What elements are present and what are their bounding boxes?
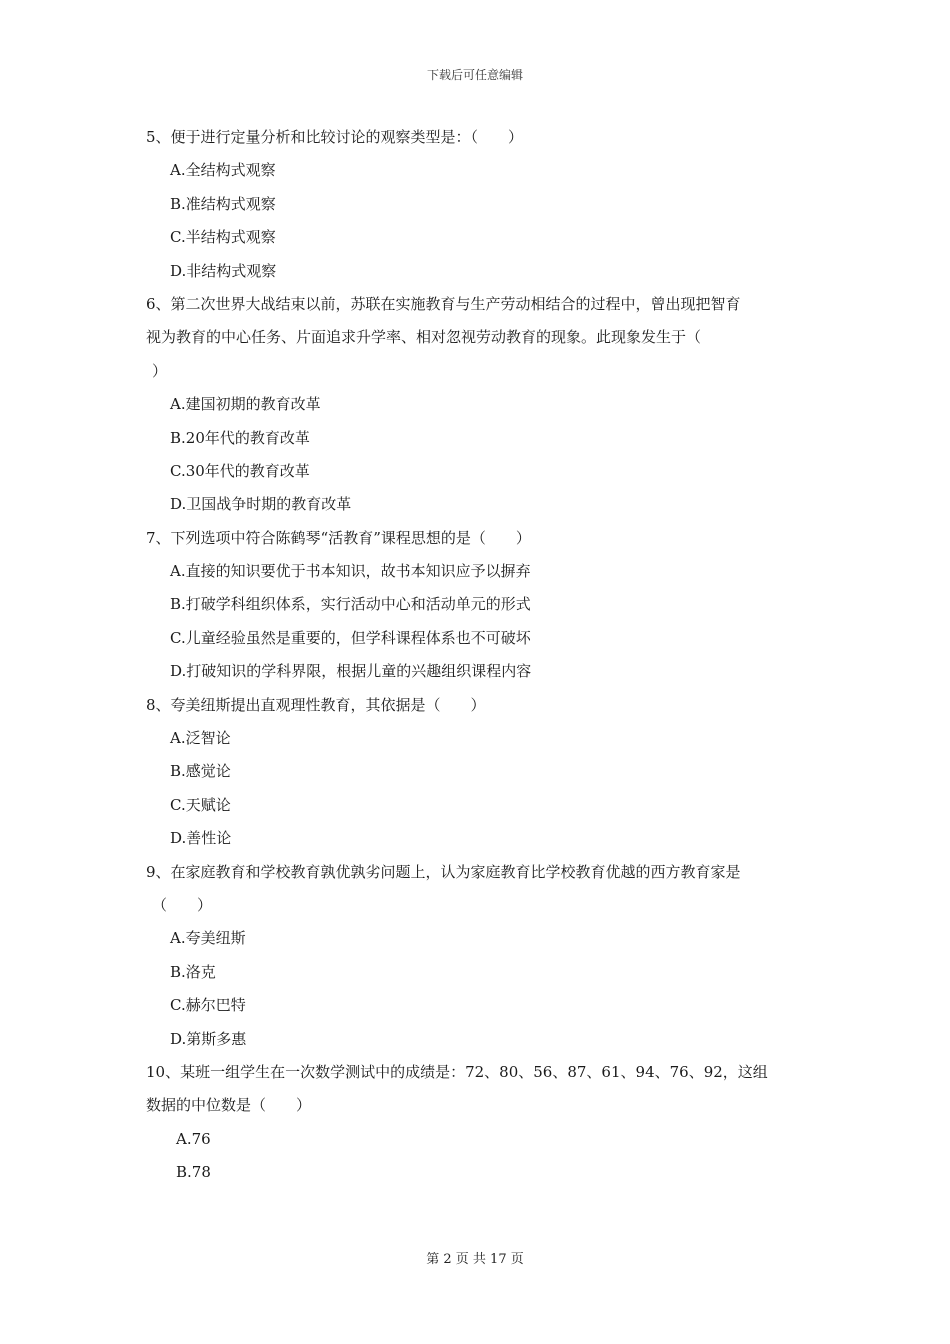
option-d: D.第斯多惠	[170, 1029, 247, 1048]
option-a: A.直接的知识要优于书本知识，故书本知识应予以摒弃	[170, 562, 531, 581]
question-6	[146, 288, 812, 522]
option-d: D.打破知识的学科界限，根据儿童的兴趣组织课程内容	[170, 662, 532, 681]
question-stem: 8、夸美纽斯提出直观理性教育，其依据是（ ）	[146, 695, 486, 714]
option-a: A.泛智论	[170, 729, 231, 748]
question-list	[146, 121, 812, 1190]
option-b: B.20年代的教育改革	[170, 428, 310, 447]
option-b: B.78	[176, 1163, 211, 1182]
question-7	[146, 522, 812, 689]
question-5	[146, 121, 812, 288]
option-d: D.善性论	[170, 829, 232, 848]
option-d: D.非结构式观察	[170, 261, 277, 280]
option-c: C.天赋论	[170, 795, 231, 814]
option-b: B.准结构式观察	[170, 194, 276, 213]
option-c: C.赫尔巴特	[170, 996, 246, 1015]
option-b: B.感觉论	[170, 762, 231, 781]
page-footer: 第 2 页 共 17 页	[426, 1252, 524, 1267]
option-a: A.建国初期的教育改革	[170, 395, 321, 414]
question-9	[146, 856, 812, 1056]
option-b: B.洛克	[170, 962, 216, 981]
question-stem: 10、某班一组学生在一次数学测试中的成绩是：72、80、56、87、61、94、76、92，这组	[146, 1062, 768, 1081]
question-10	[146, 1056, 812, 1190]
option-d: D.卫国战争时期的教育改革	[170, 495, 352, 514]
question-stem-continued: 数据的中位数是（ ）	[146, 1096, 312, 1115]
question-stem: 5、便于进行定量分析和比较讨论的观察类型是：（ ）	[146, 128, 524, 146]
option-a: A.76	[176, 1129, 211, 1148]
question-stem-continued: （ ）	[152, 895, 213, 914]
question-8	[146, 689, 812, 856]
page-header: 下载后可任意编辑	[426, 68, 523, 82]
question-stem: 9、在家庭教育和学校教育孰优孰劣问题上，认为家庭教育比学校教育优越的西方教育家是	[146, 862, 741, 881]
question-stem: 7、下列选项中符合陈鹤琴“活教育”课程思想的是（ ）	[146, 528, 531, 547]
option-b: B.打破学科组织体系，实行活动中心和活动单元的形式	[170, 595, 531, 614]
option-c: C.30年代的教育改革	[170, 461, 310, 480]
question-stem-continued: 视为教育的中心任务、片面追求升学率、相对忽视劳动教育的现象。此现象发生于（	[146, 328, 702, 347]
option-a: A.全结构式观察	[170, 161, 276, 180]
option-a: A.夸美纽斯	[170, 929, 246, 948]
question-stem-continued: ）	[152, 361, 168, 380]
question-stem: 6、第二次世界大战结束以前，苏联在实施教育与生产劳动相结合的过程中，曾出现把智育	[146, 294, 741, 313]
option-c: C.儿童经验虽然是重要的，但学科课程体系也不可破坏	[170, 628, 531, 647]
option-c: C.半结构式观察	[170, 228, 276, 247]
